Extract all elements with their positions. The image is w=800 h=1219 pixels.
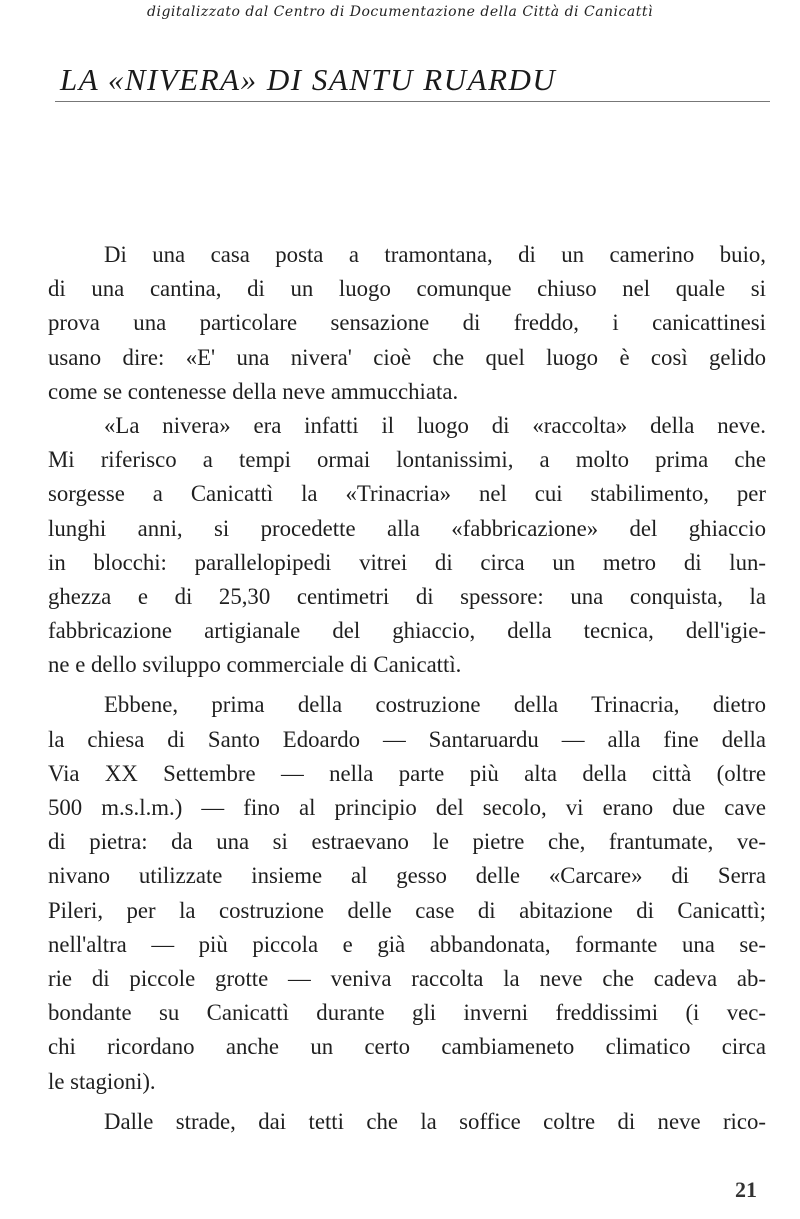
text-line: usano dire: «E' una nivera' cioè che quel luogo è così gelido <box>48 344 766 370</box>
text-line: di una cantina, di un luogo comunque chiuso nel quale si <box>48 276 766 302</box>
text-line: rie di piccole grotte — veniva raccolta la neve che cadeva ab- <box>48 965 766 991</box>
text-line: in blocchi: parallelopipedi vitrei di circa un metro di lun- <box>48 549 766 575</box>
text-line: 500 m.s.l.m.) — fino al principio del secolo, vi erano due cave <box>48 795 766 820</box>
text-line: la chiesa di Santo Edoardo — Santaruardu — alla fine della <box>48 726 766 752</box>
text-line: nivano utilizzate insieme al gesso delle «Carcare» di Serra <box>48 863 766 889</box>
text-line: Ebbene, prima della costruzione della Trinacria, dietro <box>104 692 766 718</box>
text-line: nell'altra — più piccola e già abbandonata, formante una se- <box>48 931 766 957</box>
text-line: bondante su Canicattì durante gli inverni freddissimi (i vec- <box>48 1000 766 1026</box>
title-rule <box>55 101 770 102</box>
text-line: lunghi anni, si procedette alla «fabbricazione» del ghiaccio <box>48 515 766 541</box>
text-line: chi ricordano anche un certo cambiameneto climatico circa <box>48 1034 766 1060</box>
body-text <box>48 238 766 1139</box>
text-line: come se contenesse della neve ammucchiata. <box>48 378 459 404</box>
text-line: Via XX Settembre — nella parte più alta della città (oltre <box>48 760 766 786</box>
chapter-title: LA «NIVERA» DI SANTU RUARDU <box>60 62 557 97</box>
text-line: Dalle strade, dai tetti che la soffice coltre di neve rico- <box>104 1108 766 1134</box>
text-line: fabbricazione artigianale del ghiaccio, della tecnica, dell'igie- <box>48 618 766 644</box>
text-line: Mi riferisco a tempi ormai lontanissimi, a molto prima che <box>48 447 766 473</box>
text-line: ghezza e di 25,30 centimetri di spessore: una conquista, la <box>48 583 766 609</box>
text-line: «La nivera» era infatti il luogo di «raccolta» della neve. <box>104 412 766 438</box>
text-line: Pileri, per la costruzione delle case di abitazione di Canicattì; <box>48 897 766 923</box>
text-line: ne e dello sviluppo commerciale di Canicattì. <box>48 652 462 678</box>
page-number: 21 <box>735 1177 757 1202</box>
text-line: le stagioni). <box>48 1068 156 1094</box>
text-line: sorgesse a Canicattì la «Trinacria» nel cui stabilimento, per <box>48 481 766 507</box>
text-line: prova una particolare sensazione di freddo, i canicattinesi <box>48 310 766 336</box>
text-line: Di una casa posta a tramontana, di un camerino buio, <box>104 242 766 267</box>
archive-watermark: digitalizzato dal Centro di Documentazione della Città di Canicattì <box>147 4 653 20</box>
text-line: di pietra: da una si estraevano le pietre che, frantumate, ve- <box>48 829 766 855</box>
